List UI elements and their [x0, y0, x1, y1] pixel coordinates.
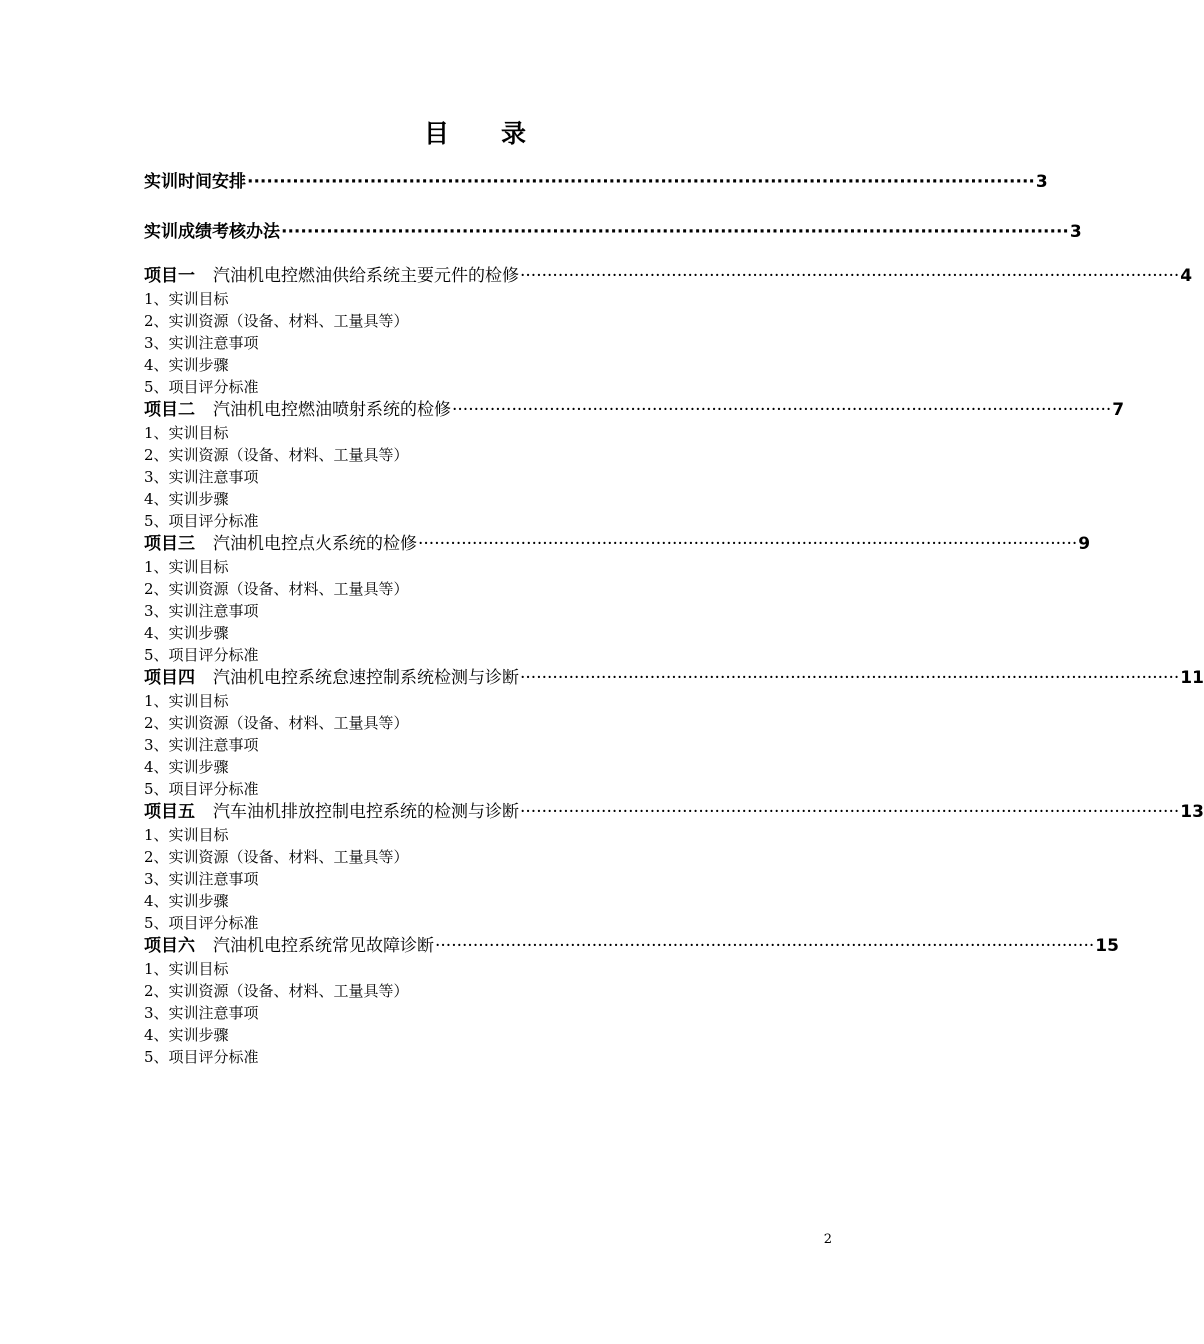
toc-subitem[interactable]: 5、项目评分标准 [144, 512, 259, 530]
toc-leader-dots: ·························································································································· [418, 534, 1078, 554]
project-name: 汽油机电控系统怠速控制系统检测与诊断 [213, 668, 519, 688]
project-page: 4 [1180, 266, 1193, 286]
toc-subitem[interactable]: 3、实训注意事项 [144, 1004, 259, 1022]
toc-leader-dots: ·························································································································· [435, 936, 1095, 956]
project-page: 11 [1180, 668, 1204, 688]
toc-entry-assessment[interactable] [144, 218, 1082, 246]
page-number: 2 [823, 1232, 832, 1247]
title-char-right: 录 [501, 119, 527, 148]
toc-entry-page: 3 [1035, 172, 1048, 192]
project-label: 项目六 [144, 936, 195, 956]
toc-subitem[interactable]: 2、实训资源（设备、材料、工量具等） [144, 580, 409, 598]
toc-subitem[interactable]: 2、实训资源（设备、材料、工量具等） [144, 714, 409, 732]
toc-entry-schedule[interactable] [144, 168, 1048, 196]
toc-subitem[interactable]: 1、实训目标 [144, 692, 229, 710]
toc-project-entry[interactable] [144, 934, 1119, 958]
toc-subitem[interactable]: 1、实训目标 [144, 424, 229, 442]
project-label: 项目四 [144, 668, 195, 688]
toc-entry-label: 实训成绩考核办法 [144, 222, 280, 242]
toc-subitem[interactable]: 5、项目评分标准 [144, 914, 259, 932]
toc-subitem[interactable]: 2、实训资源（设备、材料、工量具等） [144, 312, 409, 330]
toc-project-entry[interactable] [144, 398, 1125, 422]
toc-subitem[interactable]: 2、实训资源（设备、材料、工量具等） [144, 848, 409, 866]
toc-leader-dots: ·························································································································· [520, 266, 1180, 286]
toc-subitem[interactable]: 4、实训步骤 [144, 356, 229, 374]
toc-subitem[interactable]: 4、实训步骤 [144, 1026, 229, 1044]
toc-project-entry[interactable] [144, 666, 1204, 690]
toc-project-block [144, 398, 1125, 532]
page-title [0, 114, 950, 150]
toc-subitem[interactable]: 1、实训目标 [144, 558, 229, 576]
toc-subitem[interactable]: 5、项目评分标准 [144, 378, 259, 396]
toc-subitem[interactable]: 4、实训步骤 [144, 624, 229, 642]
toc-project-block [144, 666, 1204, 800]
project-label: 项目三 [144, 534, 195, 554]
toc-project-block [144, 532, 1091, 666]
toc-subitem[interactable]: 1、实训目标 [144, 290, 229, 308]
project-label: 项目二 [144, 400, 195, 420]
toc-subitem[interactable]: 1、实训目标 [144, 960, 229, 978]
toc-entry-label: 实训时间安排 [144, 172, 246, 192]
toc-leader-dots: ·························································································································· [452, 400, 1112, 420]
project-name: 汽油机电控燃油供给系统主要元件的检修 [213, 266, 519, 286]
toc-subitem[interactable]: 1、实训目标 [144, 826, 229, 844]
toc-project-block [144, 934, 1119, 1068]
title-char-left: 目 [423, 119, 449, 148]
project-name: 汽油机电控燃油喷射系统的检修 [213, 400, 451, 420]
toc-subitem[interactable]: 5、项目评分标准 [144, 646, 259, 664]
toc-subitem[interactable]: 3、实训注意事项 [144, 334, 259, 352]
toc-project-entry[interactable] [144, 532, 1091, 556]
table-of-contents [144, 168, 1204, 1068]
toc-subitem[interactable]: 3、实训注意事项 [144, 602, 259, 620]
project-label: 项目五 [144, 802, 195, 822]
project-name: 汽油机电控系统常见故障诊断 [213, 936, 434, 956]
project-page: 15 [1095, 936, 1119, 956]
toc-leader-dots: ·························································································································· [281, 222, 1069, 242]
project-label: 项目一 [144, 266, 195, 286]
project-name: 汽车油机排放控制电控系统的检测与诊断 [213, 802, 519, 822]
toc-project-entry[interactable] [144, 264, 1193, 288]
toc-leader-dots: ·························································································································· [520, 668, 1180, 688]
toc-subitem[interactable]: 3、实训注意事项 [144, 736, 259, 754]
toc-subitem[interactable]: 4、实训步骤 [144, 490, 229, 508]
toc-subitem[interactable]: 3、实训注意事项 [144, 468, 259, 486]
toc-entry-page: 3 [1069, 222, 1082, 242]
toc-project-entry[interactable] [144, 800, 1204, 824]
project-page: 7 [1112, 400, 1125, 420]
toc-subitem[interactable]: 5、项目评分标准 [144, 780, 259, 798]
project-name: 汽油机电控点火系统的检修 [213, 534, 417, 554]
toc-subitem[interactable]: 4、实训步骤 [144, 758, 229, 776]
toc-leader-dots: ·························································································································· [520, 802, 1180, 822]
toc-leader-dots: ·························································································································· [247, 172, 1035, 192]
project-page: 9 [1078, 534, 1091, 554]
toc-subitem[interactable]: 4、实训步骤 [144, 892, 229, 910]
toc-subitem[interactable]: 3、实训注意事项 [144, 870, 259, 888]
toc-project-block [144, 800, 1204, 934]
toc-subitem[interactable]: 2、实训资源（设备、材料、工量具等） [144, 982, 409, 1000]
project-page: 13 [1180, 802, 1204, 822]
toc-subitem[interactable]: 5、项目评分标准 [144, 1048, 259, 1066]
toc-subitem[interactable]: 2、实训资源（设备、材料、工量具等） [144, 446, 409, 464]
toc-project-block [144, 264, 1193, 398]
